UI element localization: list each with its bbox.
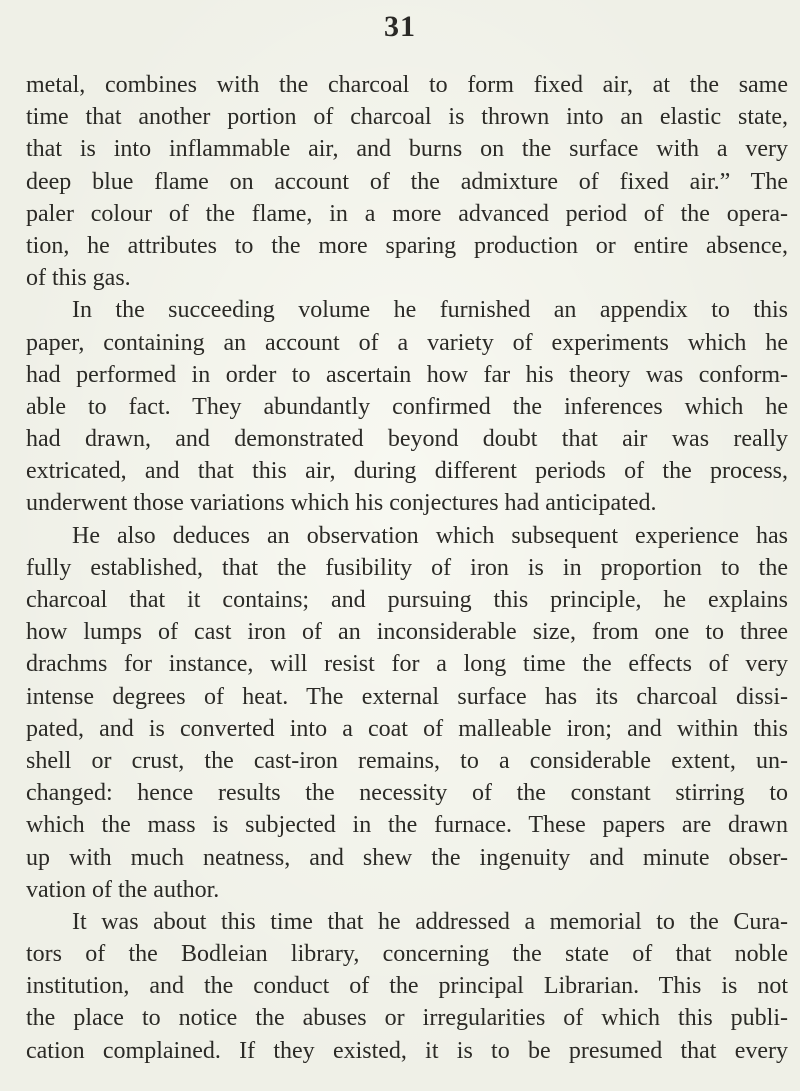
text-line: tion, he attributes to the more sparing production or entire absence, [26, 232, 788, 259]
text-line: metal, combines with the charcoal to form fixed air, at the same [26, 72, 788, 98]
text-line: institution, and the conduct of the principal Librarian. This is not [26, 973, 788, 1000]
text-line: underwent those variations which his conjectures had anticipated. [26, 490, 657, 517]
text-line: He also deduces an observation which subsequent experience has [72, 522, 788, 549]
text-line: intense degrees of heat. The external surface has its charcoal dissi- [26, 683, 788, 710]
text-line: how lumps of cast iron of an inconsiderable size, from one to three [26, 619, 788, 646]
text-line: had performed in order to ascertain how far his theory was conform- [26, 361, 788, 388]
text-line: vation of the author. [26, 876, 220, 903]
text-line: fully established, that the fusibility of iron is in proportion to the [26, 554, 788, 581]
text-line: charcoal that it contains; and pursuing this principle, he explains [26, 587, 788, 613]
text-line: time that another portion of charcoal is thrown into an elastic state, [26, 104, 788, 131]
text-line: up with much neatness, and shew the ingenuity and minute obser- [26, 844, 788, 871]
text-line: pated, and is converted into a coat of malleable iron; and within this [26, 715, 788, 742]
text-line: deep blue flame on account of the admixture of fixed air.” The [26, 168, 788, 195]
text-line: that is into inflammable air, and burns on the surface with a very [26, 136, 788, 163]
text-line: the place to notice the abuses or irregularities of which this publi- [26, 1005, 788, 1032]
text-line: paler colour of the flame, in a more advanced period of the opera- [26, 200, 788, 227]
text-line: drachms for instance, will resist for a long time the effects of very [26, 651, 788, 678]
text-line: shell or crust, the cast-iron remains, to a considerable extent, un- [26, 747, 788, 774]
text-line: able to fact. They abundantly confirmed the inferences which he [26, 393, 788, 420]
text-line: tors of the Bodleian library, concerning the state of that noble [26, 941, 788, 968]
text-line: which the mass is subjected in the furnace. These papers are drawn [26, 812, 788, 839]
text-line: had drawn, and demonstrated beyond doubt that air was really [26, 426, 788, 453]
text-line: extricated, and that this air, during different periods of the process, [26, 458, 788, 485]
text-line: of this gas. [26, 265, 131, 292]
text-line: changed: hence results the necessity of the constant stirring to [26, 780, 788, 807]
page-number: 31 [384, 10, 416, 43]
text-line: It was about this time that he addressed a memorial to the Cura- [72, 908, 788, 935]
text-line: cation complained. If they existed, it is to be presumed that every [26, 1037, 788, 1064]
text-line: paper, containing an account of a variety of experiments which he [26, 329, 788, 356]
text-line: In the succeeding volume he furnished an appendix to this [72, 297, 788, 324]
body-text [26, 69, 788, 1067]
